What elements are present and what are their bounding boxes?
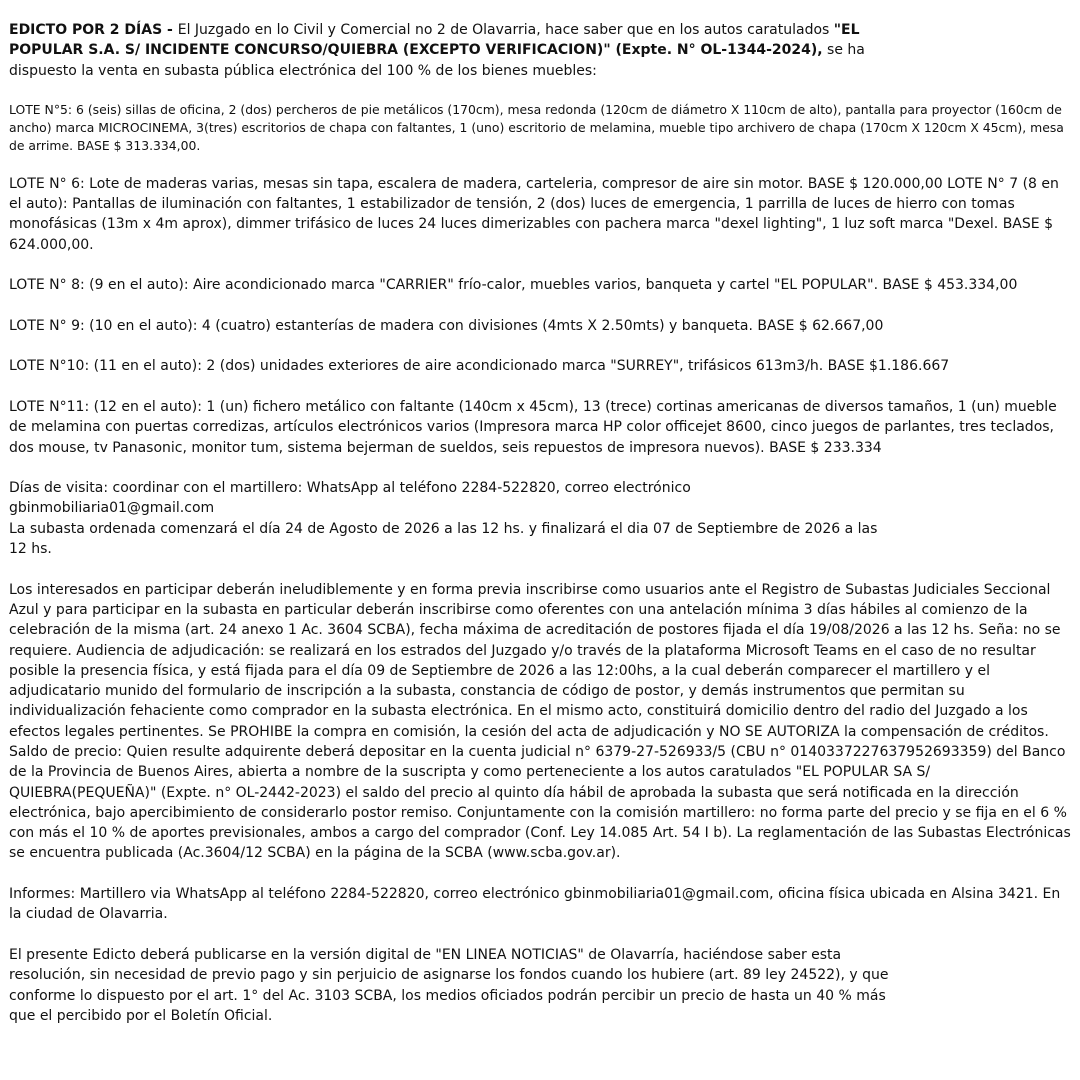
lot-6-7: LOTE N° 6: Lote de maderas varias, mesas sin tapa, escalera de madera, carteleria, compresor de aire sin motor. BASE $ 120.000,00 LOTE N° 7 (8 en el auto): Pantallas de iluminación con faltantes, 1 estabilizador de tensión, 2 (dos) luces de emergencia, 1 parrilla de luces de hierro con tomas monofásicas (13m x 4m aprox), dimmer trifásico de luces 24 luces dimerizables con pachera marca "dexel lighting", 1 luz soft marca "Dexel. BASE $ 624.000,00. bbox=[9, 175, 1059, 253]
lot-8: LOTE N° 8: (9 en el auto): Aire acondicionado marca "CARRIER" frío-calor, muebles varios, banqueta y cartel "EL POPULAR". BASE $ 453.334,00 bbox=[9, 277, 1018, 294]
publication-notice: El presente Edicto deberá publicarse en la versión digital de "EN LINEA NOTICIAS" de Olavarría, haciéndose saber esta resolución, sin necesidad de previo pago y sin perjuicio de asignarse los fondos cuando los hubiere (art. 89 ley 24522), y que conforme lo dispuesto por el art. 1° del Ac. 3103 SCBA, los medios oficiados podrán percibir un precio de hasta un 40 % más que el percibido por el Boletín Oficial. bbox=[9, 946, 889, 1024]
edict-intro-text: El Juzgado en lo Civil y Comercial no 2 de Olavarria, hace saber que en los autos caratulados bbox=[177, 22, 834, 38]
visit-days: Días de visita: coordinar con el martillero: WhatsApp al teléfono 2284-522820, correo electrónico gbinmobiliaria01@gmail.com bbox=[9, 480, 691, 517]
lot-5: LOTE N°5: 6 (seis) sillas de oficina, 2 (dos) percheros de pie metálicos (170cm), mesa redonda (120cm de diámetro X 110cm de alto), pantalla para proyector (160cm de ancho) marca MICROCINEMA, 3(tres) escritorios de chapa con faltantes, 1 (uno) escritorio de melamina, mueble tipo archivero de chapa (170cm X 120cm X 45cm), mesa de arrime. BASE $ 313.334,00. bbox=[9, 102, 1064, 154]
visit-info bbox=[9, 478, 889, 559]
auction-conditions: Los interesados en participar deberán ineludiblemente y en forma previa inscribirse como usuarios ante el Registro de Subastas Judiciales Seccional Azul y para participar en la subasta en particular deberán inscribirse como oferentes con una antelación mínima 3 días hábiles al comienzo de la celebración de la misma (art. 24 anexo 1 Ac. 3604 SCBA), fecha máxima de acreditación de postores fijada el día 19/08/2026 a las 12 hs. Seña: no se requiere. Audiencia de adjudicación: se realizará en los estrados del Juzgado y/o través de la plataforma Microsoft Teams en el caso de no resultar posible la presencia física, y está fijada para el día 09 de Septiembre de 2026 a las 12:00hs, a la cual deberán comparecer el martillero y el adjudicatario munido del formulario de inscripción a la subasta, constancia de código de postor, y demás instrumentos que permitan su individualización fehaciente como comprador en la subasta electrónica. En el mismo acto, constituirá domicilio dentro del radio del Juzgado a los efectos legales pertinentes. Se PROHIBE la compra en comisión, la cesión del acta de adjudicación y NO SE AUTORIZA la compensación de créditos. Saldo de precio: Quien resulte adquirente deberá depositar en la cuenta judicial n° 6379-27-526933/5 (CBU n° 0140337227637952693359) del Banco de la Provincia de Buenos Aires, abierta a nombre de la suscripta y como perteneciente a los autos caratulados "EL POPULAR SA S/ QUIEBRA(PEQUEÑA)" (Expte. n° OL-2442-2023) el saldo del precio al quinto día hábil de aprobada la subasta que será notificada en la dirección electrónica, bajo apercibimiento de considerarlo postor remiso. Conjuntamente con la comisión martillero: no forma parte del precio y se fija en el 6 % con más el 10 % de aportes previsionales, ambos a cargo del comprador (Conf. Ley 14.085 Art. 54 I b). La reglamentación de las Subastas Electrónicas se encuentra publicada (Ac.3604/12 SCBA) en la página de la SCBA (www.scba.gov.ar). bbox=[9, 581, 1071, 862]
lot-11: LOTE N°11: (12 en el auto): 1 (un) fichero metálico con faltante (140cm x 45cm), 13 (trece) cortinas americanas de diversos tamaños, 1 (un) mueble de melamina con puertas corredizas, artículos electrónicos varios (Impresora marca HP color officejet 8600, cinco juegos de parlantes, tres teclados, dos mouse, tv Panasonic, monitor tum, sistema bejerman de sueldos, seis repuestos de impresora nuevos). BASE $ 233.334 bbox=[9, 398, 1057, 456]
auction-dates: La subasta ordenada comenzará el día 24 de Agosto de 2026 a las 12 hs. y finalizará el dia 07 de Septiembre de 2026 a las 12 hs. bbox=[9, 520, 878, 558]
case-title: "EL POPULAR S.A. S/ INCIDENTE CONCURSO/QUIEBRA (EXCEPTO VERIFICACION)" (Expte. N° OL-1344-2024), bbox=[9, 22, 860, 59]
lot-9: LOTE N° 9: (10 en el auto): 4 (cuatro) estanterías de madera con divisiones (4mts X 2.50mts) y banqueta. BASE $ 62.667,00 bbox=[9, 317, 884, 334]
edict-heading: EDICTO POR 2 DÍAS - bbox=[9, 22, 178, 38]
lot-10: LOTE N°10: (11 en el auto): 2 (dos) unidades exteriores de aire acondicionado marca "SURREY", trifásicos 613m3/h. BASE $1.186.667 bbox=[9, 358, 950, 375]
edict-document bbox=[9, 20, 1071, 1046]
edict-intro-text-end: se ha dispuesto la venta en subasta pública electrónica del 100 % de los bienes muebles: bbox=[9, 42, 865, 79]
informes: Informes: Martillero via WhatsApp al teléfono 2284-522820, correo electrónico gbinmobiliaria01@gmail.com, oficina física ubicada en Alsina 3421. En la ciudad de Olavarria. bbox=[9, 886, 1061, 923]
edict-intro bbox=[9, 20, 889, 81]
